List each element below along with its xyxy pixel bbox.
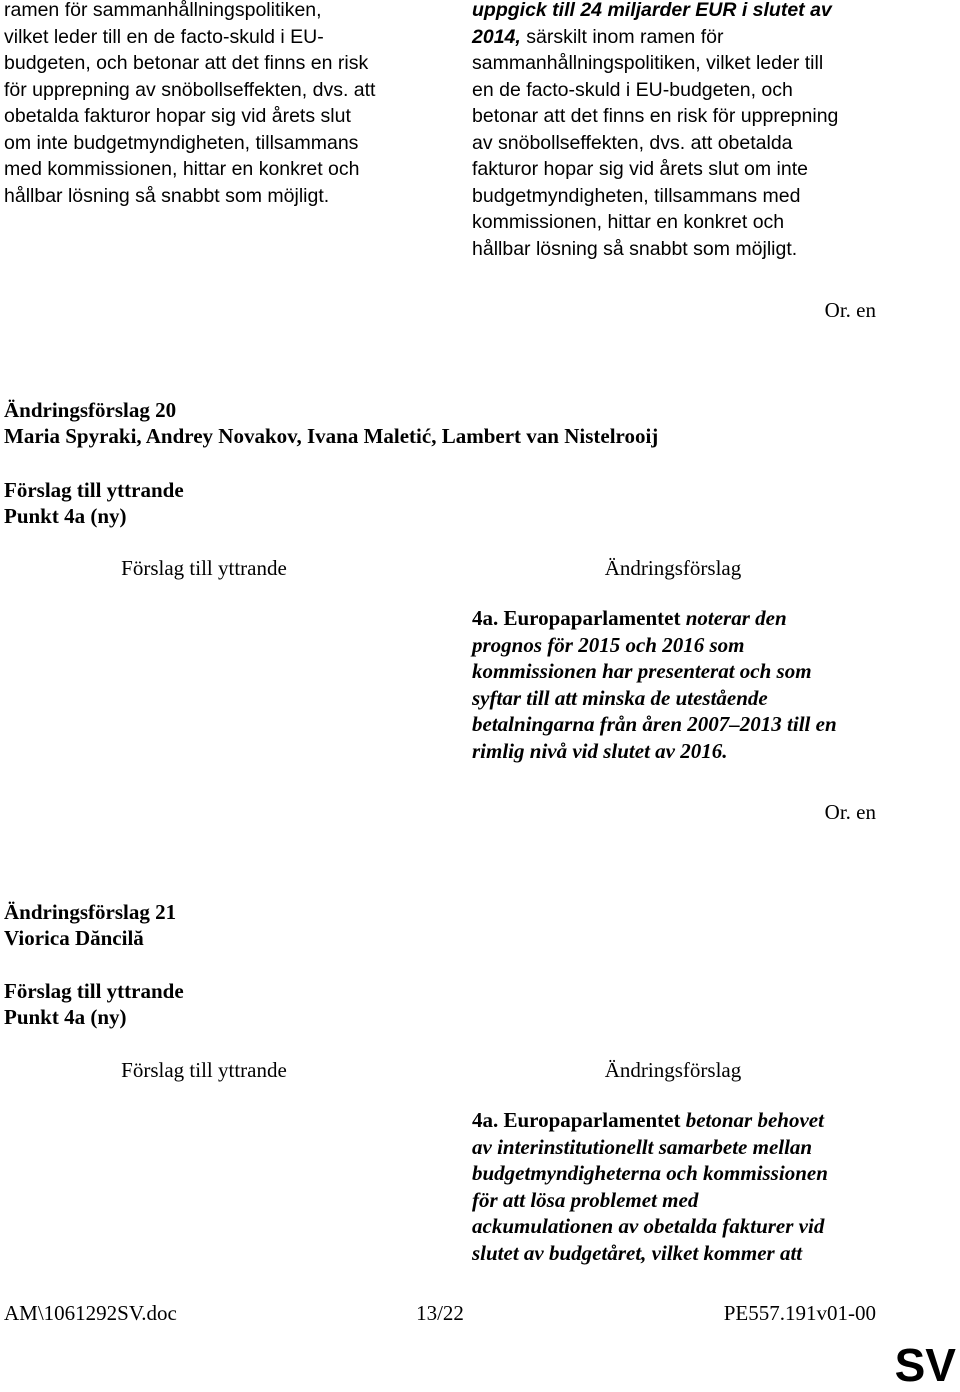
amendment-authors: Viorica Dăncilă — [4, 926, 144, 950]
amendment-text — [472, 605, 942, 764]
footer-pe-ref: PE557.191v01-00 — [723, 1301, 876, 1325]
footer-doc-ref: AM\1061292SV.doc — [4, 1301, 177, 1325]
previous-text-right — [472, 0, 942, 262]
column-heading-right: Ändringsförslag — [604, 556, 742, 580]
previous-text-right-body: särskilt inom ramen för sammanhållningspolitiken, vilket leder till en de facto-skuld i EU-budgeten, och betonar att det finns en risk för upprepning av snöbollseffekten, dvs. att obetalda fakturor hopar sig vid årets slut om inte budgetmyndigheten, tillsammans med kommissionen, hittar en konkret och hållbar lösning så snabbt som möjligt. — [472, 25, 839, 260]
amendment-subject: Förslag till yttrande — [4, 478, 184, 502]
footer-page-number: 13/22 — [416, 1301, 464, 1325]
amendment-text-body: betonar behovet av interinstitutionellt samarbete mellan budgetmyndigheterna och kommissionen för att lösa problemet med ackumulationen av obetalda fakturer vid slutet av budgetåret, vilket kommer att — [472, 1108, 828, 1265]
amendment-heading: Ändringsförslag 21 — [4, 900, 177, 924]
column-heading-left: Förslag till yttrande — [121, 556, 287, 580]
amendment-text-lead: 4a. Europaparlamentet — [472, 1108, 681, 1132]
original-language-2: Or. en — [824, 800, 876, 824]
amendment-text — [472, 1107, 942, 1266]
amendment-text-body: noterar den prognos för 2015 och 2016 som kommissionen har presenterat och som syftar till att minska de utestående betalningarna från åren 2007–2013 till en rimlig nivå vid slutet av 2016. — [472, 606, 837, 763]
previous-text-right-emphasis: uppgick till 24 miljarder EUR i slutet av 2014, — [472, 0, 832, 48]
language-code: SV — [894, 1339, 956, 1391]
amendment-point: Punkt 4a (ny) — [4, 1005, 127, 1029]
amendment-point: Punkt 4a (ny) — [4, 504, 127, 528]
previous-text-left: ramen för sammanhållningspolitiken, vilket leder till en de facto-skuld i EU- budgeten, och betonar att det finns en risk för upprepning av snöbollseffekten, dvs. att obetalda fakturor hopar sig vid årets slut om inte budgetmyndigheten, tillsammans med kommissionen, hittar en konkret och hållbar lösning så snabbt som möjligt. — [4, 0, 376, 207]
original-language-1: Or. en — [824, 298, 876, 322]
amendment-text-lead: 4a. Europaparlamentet — [472, 606, 681, 630]
amendment-heading: Ändringsförslag 20 — [4, 398, 177, 422]
amendment-subject: Förslag till yttrande — [4, 979, 184, 1003]
column-heading-right: Ändringsförslag — [604, 1058, 742, 1082]
column-heading-left: Förslag till yttrande — [121, 1058, 287, 1082]
amendment-authors: Maria Spyraki, Andrey Novakov, Ivana Maletić, Lambert van Nistelrooij — [4, 424, 659, 448]
